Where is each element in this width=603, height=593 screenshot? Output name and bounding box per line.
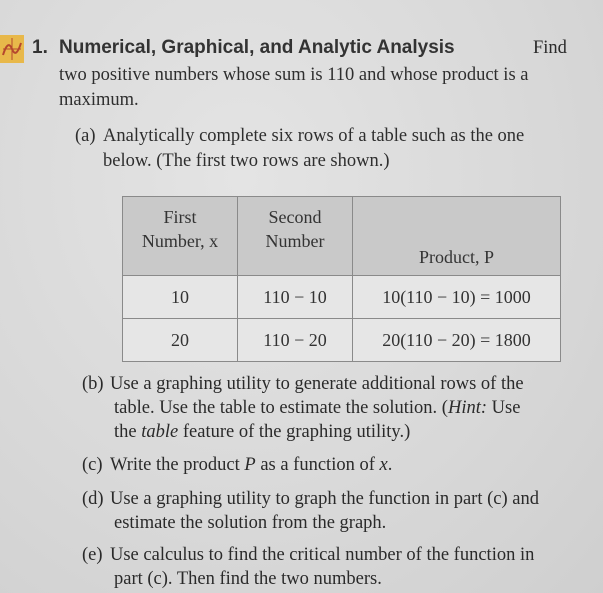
part-a-line1: Analytically complete six rows of a table such as the one [103,126,525,146]
header-second-number [238,197,353,276]
part-a [75,124,575,174]
graphing-calculator-icon [0,35,24,63]
table-row [123,319,561,362]
part-b [82,372,577,444]
part-b-line2 [82,396,577,420]
intro-line: two positive numbers whose sum is 110 and whose product is a [59,65,529,85]
variable-p: P [244,455,256,475]
cell-second: 110 − 10 [238,276,353,319]
part-label: (c) [82,455,103,475]
table-row [123,276,561,319]
problem-number: 1. [32,37,48,58]
cell-first: 10 [123,276,238,319]
cell-product: 20(110 − 20) = 1800 [353,319,561,362]
header-product: Product, P [353,197,561,276]
problem-title: Numerical, Graphical, and Analytic Analysis [59,37,455,58]
part-d [82,487,577,535]
cell-first: 20 [123,319,238,362]
part-d-line2: estimate the solution from the graph. [114,513,387,533]
part-a-line2: below. (The first two rows are shown.) [103,151,390,171]
part-label: (e) [82,545,103,565]
text: Write the product [110,455,245,475]
part-label: (d) [82,489,104,509]
part-e-line1: Use calculus to find the critical number of the function in [110,545,535,565]
hint-word: Hint: [447,398,488,418]
header-text [124,229,236,253]
cell-second: 110 − 20 [238,319,353,362]
text: feature of the graphing utility.) [178,422,411,442]
problem-statement [59,63,579,113]
text: as a function of [255,455,380,475]
cell-product: 10(110 − 10) = 1000 [353,276,561,319]
intro-line: maximum. [59,90,139,110]
table-word: table [141,422,179,442]
products-table [122,196,561,362]
header-text: First [163,207,197,227]
part-b-line3 [82,420,577,444]
part-e [82,543,577,591]
text: Use [487,398,521,418]
text: the [114,422,142,442]
part-e-line2: part (c). Then find the two numbers. [114,569,382,589]
part-label: (b) [82,374,104,394]
header-text: Number [265,231,325,251]
header-text: Second [268,207,322,227]
variable-x: x [379,455,388,475]
text: table. Use the table to estimate the solution. ( [114,398,448,418]
part-label: (a) [75,126,96,146]
part-b-line1: Use a graphing utility to generate additional rows of the [110,374,524,394]
part-c [82,453,577,477]
part-d-line1: Use a graphing utility to graph the function in part (c) and [110,489,539,509]
text: . [387,455,393,475]
header-first-number-label: Number, x [141,231,219,251]
header-first-number [123,197,238,276]
intro-first-word: Find [533,38,567,58]
